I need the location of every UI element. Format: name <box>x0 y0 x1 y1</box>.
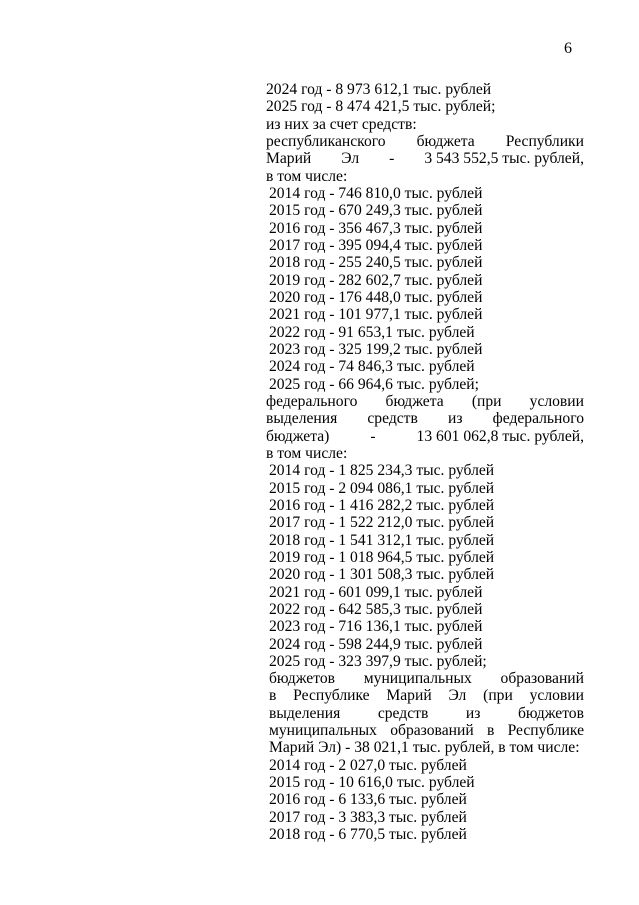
year-line: 2018 год - 1 541 312,1 тыс. рублей <box>269 531 495 549</box>
year-line: 2014 год - 1 825 234,3 тыс. рублей <box>269 462 495 480</box>
federal-budget-heading-line <box>266 393 584 410</box>
republican-budget-total-line <box>266 150 584 167</box>
word: средств <box>367 410 418 428</box>
word: из <box>447 410 463 428</box>
year-line: 2017 год - 395 094,4 тыс. рублей <box>269 236 483 254</box>
word: федерального <box>266 392 358 410</box>
year-line: 2016 год - 1 416 282,2 тыс. рублей <box>269 496 495 514</box>
word: муниципальных <box>363 670 472 688</box>
word: из <box>465 704 481 722</box>
year-line: 2014 год - 746 810,0 тыс. рублей <box>269 184 483 202</box>
text-line: 2024 год - 8 973 612,1 тыс. рублей <box>266 81 492 98</box>
word: Марий <box>266 150 312 168</box>
year-line: 2019 год - 282 602,7 тыс. рублей <box>269 271 483 289</box>
year-line: 2021 год - 601 099,1 тыс. рублей <box>269 583 483 601</box>
year-line: 2023 год - 325 199,2 тыс. рублей <box>269 340 483 358</box>
word: бюджета) <box>266 427 330 445</box>
year-line: 2015 год - 10 616,0 тыс. рублей <box>269 774 475 792</box>
word: муниципальных <box>269 722 377 740</box>
text-line: из них за счет средств: <box>266 115 417 133</box>
year-line: 2023 год - 716 136,1 тыс. рублей <box>269 618 483 636</box>
year-line: 2018 год - 6 770,5 тыс. рублей <box>269 826 467 844</box>
in-that-number-label: в том числе: <box>266 444 348 462</box>
municipal-budget-total-line: Марий Эл) - 38 021,1 тыс. рублей, в том числе: <box>269 739 580 757</box>
republican-budget-heading-line <box>266 133 584 150</box>
word: в <box>269 687 277 705</box>
municipal-budget-heading-line <box>269 687 584 704</box>
year-line: 2016 год - 356 467,3 тыс. рублей <box>269 219 483 237</box>
year-line: 2016 год - 6 133,6 тыс. рублей <box>269 791 467 809</box>
word: образований <box>500 670 584 688</box>
year-line: 2024 год - 74 846,3 тыс. рублей <box>269 358 475 376</box>
word: средств <box>377 704 429 722</box>
year-line: 2017 год - 3 383,3 тыс. рублей <box>269 808 467 826</box>
word: выделения <box>269 704 341 722</box>
year-line: 2020 год - 176 448,0 тыс. рублей <box>269 288 483 306</box>
word: (при <box>483 687 513 705</box>
year-line: 2015 год - 2 094 086,1 тыс. рублей <box>269 479 495 497</box>
federal-budget-heading-line <box>266 410 584 427</box>
year-line: 2018 год - 255 240,5 тыс. рублей <box>269 254 483 272</box>
word: 3 543 552,5 тыс. рублей, <box>424 150 584 168</box>
year-line: 2019 год - 1 018 964,5 тыс. рублей <box>269 548 495 566</box>
municipal-budget-heading-line <box>269 670 584 687</box>
page-number: 6 <box>564 40 572 57</box>
text-line: 2025 год - 8 474 421,5 тыс. рублей; <box>266 98 496 116</box>
word: в <box>486 722 495 740</box>
word: Республики <box>505 132 584 150</box>
year-line: 2025 год - 66 964,6 тыс. рублей; <box>269 375 479 393</box>
word: бюджетов <box>517 704 584 722</box>
year-line: 2025 год - 323 397,9 тыс. рублей; <box>269 652 487 670</box>
word: - <box>370 427 376 445</box>
funding-text-block <box>266 81 584 843</box>
word: условии <box>529 392 584 410</box>
word: - <box>389 150 395 168</box>
year-line: 2017 год - 1 522 212,0 тыс. рублей <box>269 514 495 532</box>
municipal-budget-heading-line <box>269 705 584 722</box>
year-line: 2020 год - 1 301 508,3 тыс. рублей <box>269 566 495 584</box>
year-line: 2021 год - 101 977,1 тыс. рублей <box>269 306 483 324</box>
in-that-number-label: в том числе: <box>266 167 348 185</box>
word: республиканского <box>266 132 386 150</box>
word: бюджетов <box>269 670 335 688</box>
word: федерального <box>492 410 584 428</box>
word: Республике <box>293 687 370 705</box>
year-line: 2022 год - 91 653,1 тыс. рублей <box>269 323 475 341</box>
word: образований <box>390 722 474 740</box>
word: Эл <box>341 150 360 168</box>
word: выделения <box>266 410 338 428</box>
word: бюджета <box>385 392 444 410</box>
word: Республике <box>507 722 584 740</box>
year-line: 2024 год - 598 244,9 тыс. рублей <box>269 635 483 653</box>
word: Марий <box>386 687 432 705</box>
word: (при <box>471 392 502 410</box>
word: 13 601 062,8 тыс. рублей, <box>416 427 584 445</box>
municipal-budget-heading-line <box>269 722 584 739</box>
word: условии <box>529 687 584 705</box>
word: бюджета <box>416 132 475 150</box>
federal-budget-total-line <box>266 428 584 445</box>
word: Эл <box>448 687 467 705</box>
year-line: 2022 год - 642 585,3 тыс. рублей <box>269 600 483 618</box>
year-line: 2014 год - 2 027,0 тыс. рублей <box>269 756 467 774</box>
year-line: 2015 год - 670 249,3 тыс. рублей <box>269 202 483 220</box>
